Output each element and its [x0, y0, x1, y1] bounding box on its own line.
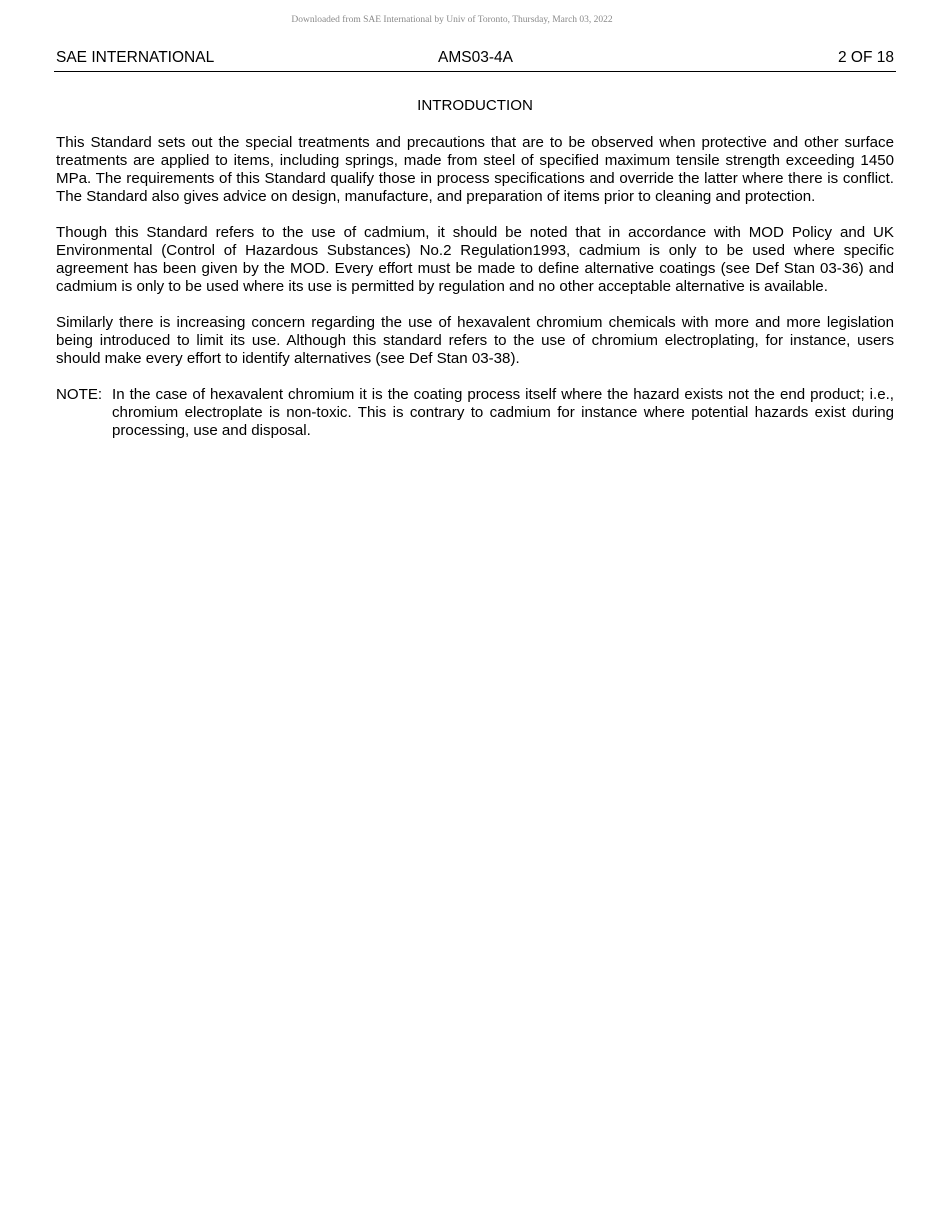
- paragraph-scope: This Standard sets out the special treatments and precautions that are to be observed when protective and other surface treatments are applied to items, including springs, made from steel of specified maximum tensile strength exceeding 1450 MPa. The requirements of this Standard qualify those in process specifications and override the latter where there is conflict. The Standard also gives advice on design, manufacture, and preparation of items prior to cleaning and protection.: [56, 134, 894, 205]
- header-document-id: AMS03-4A: [438, 49, 513, 66]
- header-organization: SAE INTERNATIONAL: [56, 49, 215, 66]
- header-page-number: 2 OF 18: [838, 49, 894, 66]
- paragraph-chromium: Similarly there is increasing concern regarding the use of hexavalent chromium chemicals with more and more legislation being introduced to limit its use. Although this standard refers to the use of chromium electroplating, for instance, users should make every effort to identify alternatives (see Def Stan 03-38).: [56, 314, 894, 367]
- download-banner: Downloaded from SAE International by Univ of Toronto, Thursday, March 03, 2022: [291, 15, 613, 25]
- note: [56, 386, 894, 440]
- section-title: INTRODUCTION: [417, 97, 533, 114]
- paragraph-cadmium: Though this Standard refers to the use of cadmium, it should be noted that in accordance with MOD Policy and UK Environmental (Control of Hazardous Substances) No.2 Regulation1993, cadmium is only to be used where specific agreement has been given by the MOD. Every effort must be made to define alternative coatings (see Def Stan 03-36) and cadmium is only to be used where its use is permitted by regulation and no other acceptable alternative is available.: [56, 224, 894, 295]
- header-divider: [54, 71, 896, 72]
- note-label: NOTE:: [56, 386, 103, 403]
- page-header: [56, 48, 894, 68]
- note-text: In the case of hexavalent chromium it is the coating process itself where the hazard exists not the end product; i.e., chromium electroplate is non-toxic. This is contrary to cadmium for instance where potential hazards exist during processing, use and disposal.: [112, 386, 894, 439]
- document-body: [56, 96, 894, 440]
